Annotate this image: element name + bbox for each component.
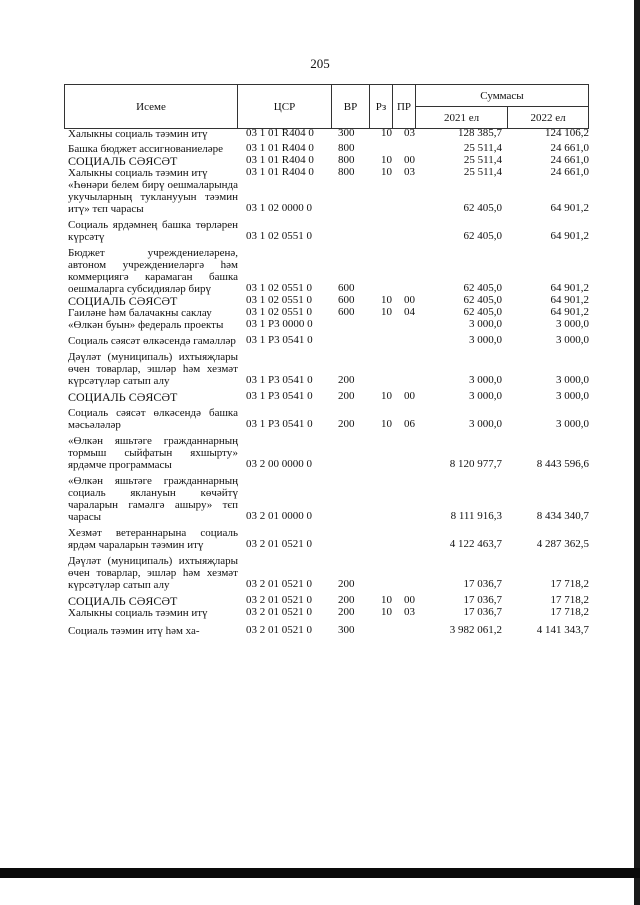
row-amount-2022: 3 000,0 <box>556 374 589 386</box>
row-name: Халыкны социаль тәэмин итү <box>68 128 208 140</box>
row-amount-2021: 3 000,0 <box>469 418 502 430</box>
header-rz: Рз <box>370 85 393 129</box>
scan-band <box>0 868 640 878</box>
table-row <box>0 307 640 319</box>
row-csr: 03 1 01 R404 0 <box>246 166 314 178</box>
header-csr: ЦСР <box>238 85 332 129</box>
row-amount-2021: 3 000,0 <box>469 318 502 330</box>
row-amount-2022: 8 443 596,6 <box>536 458 589 470</box>
row-csr: 03 1 P3 0541 0 <box>246 334 313 346</box>
row-csr: 03 1 02 0551 0 <box>246 294 312 306</box>
row-csr: 03 1 02 0000 0 <box>246 202 312 214</box>
row-csr: 03 2 01 0521 0 <box>246 624 312 636</box>
header-vr: ВР <box>332 85 370 129</box>
row-pr: 00 <box>404 390 415 402</box>
row-csr: 03 2 01 0521 0 <box>246 578 312 590</box>
row-name: Социаль ярдәмнең башка төрләрен күрсәтү <box>68 219 238 243</box>
row-csr: 03 1 P3 0541 0 <box>246 390 313 402</box>
header-year-2021: 2021 ел <box>416 107 508 129</box>
table-row <box>0 607 640 619</box>
row-name: Бюджет учреждениеләренә, автоном учреждениеләргә һәм коммерциягә карамаган башка оешмаларга субсидияләр бирү <box>68 247 238 295</box>
row-amount-2022: 17 718,2 <box>550 594 589 606</box>
row-csr: 03 1 P3 0541 0 <box>246 418 313 430</box>
row-amount-2021: 3 982 061,2 <box>449 624 502 636</box>
row-pr: 03 <box>404 166 415 178</box>
row-csr: 03 2 01 0521 0 <box>246 538 312 550</box>
row-amount-2022: 17 718,2 <box>550 578 589 590</box>
row-amount-2022: 4 287 362,5 <box>536 538 589 550</box>
row-rz: 10 <box>381 606 392 618</box>
row-amount-2021: 25 511,4 <box>463 154 502 166</box>
row-amount-2021: 62 405,0 <box>463 202 502 214</box>
row-name: СОЦИАЛЬ СӘЯСӘТ <box>68 294 178 308</box>
row-amount-2022: 8 434 340,7 <box>536 510 589 522</box>
table-row <box>0 475 640 523</box>
row-name: «Өлкән яшьтәге гражданнарның тормыш сыйфатын яхшырту» ярдәмче программасы <box>68 435 238 471</box>
row-vr: 600 <box>338 282 355 294</box>
row-amount-2021: 17 036,7 <box>463 606 502 618</box>
row-amount-2022: 24 661,0 <box>550 154 589 166</box>
row-name: Халыкны социаль тәэмин итү <box>68 167 208 179</box>
row-vr: 300 <box>338 127 355 139</box>
scan-edge <box>634 0 640 905</box>
row-csr: 03 1 P3 0000 0 <box>246 318 313 330</box>
row-amount-2021: 17 036,7 <box>463 594 502 606</box>
table-row <box>0 155 640 167</box>
row-pr: 00 <box>404 294 415 306</box>
row-amount-2022: 4 141 343,7 <box>536 624 589 636</box>
row-pr: 04 <box>404 306 415 318</box>
row-csr: 03 1 02 0551 0 <box>246 282 312 294</box>
row-pr: 03 <box>404 127 415 139</box>
row-amount-2022: 24 661,0 <box>550 166 589 178</box>
row-name: Социаль сәясәт өлкәсендә гамәлләр <box>68 335 236 347</box>
row-amount-2021: 3 000,0 <box>469 390 502 402</box>
row-vr: 200 <box>338 374 355 386</box>
row-name: СОЦИАЛЬ СӘЯСӘТ <box>68 390 178 404</box>
table-row <box>0 247 640 295</box>
row-rz: 10 <box>381 154 392 166</box>
row-amount-2021: 25 511,4 <box>463 166 502 178</box>
row-vr: 200 <box>338 594 355 606</box>
table-row <box>0 435 640 471</box>
row-vr: 600 <box>338 306 355 318</box>
row-name: Башка бюджет ассигнованиеләре <box>68 143 223 155</box>
table-body <box>0 128 640 637</box>
row-vr: 800 <box>338 142 355 154</box>
row-csr: 03 1 02 0551 0 <box>246 306 312 318</box>
row-csr: 03 1 01 R404 0 <box>246 127 314 139</box>
row-csr: 03 2 01 0521 0 <box>246 606 312 618</box>
row-name: Гаиләне һәм балачакны саклау <box>68 307 212 319</box>
row-name: Халыкны социаль тәэмин итү <box>68 607 208 619</box>
row-csr: 03 1 01 R404 0 <box>246 154 314 166</box>
row-amount-2021: 8 111 916,3 <box>450 510 502 522</box>
row-csr: 03 1 02 0551 0 <box>246 230 312 242</box>
row-amount-2021: 4 122 463,7 <box>449 538 502 550</box>
row-csr: 03 2 00 0000 0 <box>246 458 312 470</box>
row-csr: 03 2 01 0521 0 <box>246 594 312 606</box>
row-rz: 10 <box>381 166 392 178</box>
row-amount-2022: 64 901,2 <box>550 202 589 214</box>
row-vr: 200 <box>338 418 355 430</box>
row-rz: 10 <box>381 418 392 430</box>
header-year-2022: 2022 ел <box>508 107 589 129</box>
row-amount-2022: 64 901,2 <box>550 306 589 318</box>
row-vr: 200 <box>338 390 355 402</box>
row-csr: 03 1 01 R404 0 <box>246 142 314 154</box>
row-amount-2022: 3 000,0 <box>556 318 589 330</box>
row-amount-2021: 3 000,0 <box>469 334 502 346</box>
row-vr: 200 <box>338 606 355 618</box>
row-pr: 06 <box>404 418 415 430</box>
header-name: Исеме <box>65 85 238 129</box>
table-row <box>0 335 640 347</box>
row-name: Дәүләт (муниципаль) ихтыяҗлары өчен товарлар, эшләр һәм хезмәт күрсәтүләр сатып алу <box>68 351 238 387</box>
row-name: Социаль сәясәт өлкәсендә башка мәсьәләләр <box>68 407 238 431</box>
row-vr: 200 <box>338 578 355 590</box>
table-row <box>0 128 640 140</box>
table-header <box>64 84 589 129</box>
row-rz: 10 <box>381 594 392 606</box>
header-pr: ПР <box>393 85 416 129</box>
row-vr: 300 <box>338 624 355 636</box>
row-name: «Һөнәри белем бирү оешмаларында укучыларның тукланууын тәэмин итү» тєп чарасы <box>68 179 238 215</box>
row-amount-2022: 64 901,2 <box>550 282 589 294</box>
row-pr: 00 <box>404 594 415 606</box>
row-name: «Өлкән яшьтәге гражданнарның социаль яклануын көчәйтү чараларын гамәлгә ашыру» тєп чарасы <box>68 475 238 523</box>
row-amount-2022: 124 106,2 <box>545 127 589 139</box>
row-vr: 800 <box>338 154 355 166</box>
row-name: СОЦИАЛЬ СӘЯСӘТ <box>68 594 178 608</box>
row-rz: 10 <box>381 127 392 139</box>
row-amount-2022: 64 901,2 <box>550 294 589 306</box>
table-row <box>0 527 640 551</box>
row-rz: 10 <box>381 306 392 318</box>
row-pr: 03 <box>404 606 415 618</box>
row-name: СОЦИАЛЬ СӘЯСӘТ <box>68 154 178 168</box>
row-amount-2021: 62 405,0 <box>463 282 502 294</box>
table-row <box>0 555 640 591</box>
row-amount-2021: 62 405,0 <box>463 294 502 306</box>
header-sums: Суммасы <box>416 85 589 107</box>
row-amount-2022: 64 901,2 <box>550 230 589 242</box>
table-row <box>0 391 640 403</box>
row-amount-2022: 3 000,0 <box>556 418 589 430</box>
row-amount-2021: 62 405,0 <box>463 230 502 242</box>
table-row <box>0 295 640 307</box>
table-row <box>0 219 640 243</box>
row-csr: 03 2 01 0000 0 <box>246 510 312 522</box>
row-amount-2021: 8 120 977,7 <box>449 458 502 470</box>
row-amount-2021: 17 036,7 <box>463 578 502 590</box>
row-rz: 10 <box>381 294 392 306</box>
table-row <box>0 319 640 331</box>
row-amount-2022: 17 718,2 <box>550 606 589 618</box>
table-row <box>0 167 640 179</box>
row-amount-2021: 62 405,0 <box>463 306 502 318</box>
table-row <box>0 625 640 637</box>
row-amount-2021: 3 000,0 <box>469 374 502 386</box>
page-number: 205 <box>310 56 330 71</box>
table-row <box>0 595 640 607</box>
row-vr: 800 <box>338 166 355 178</box>
row-amount-2021: 128 385,7 <box>458 127 502 139</box>
row-name: «Өлкән буын» федераль проекты <box>68 319 224 331</box>
row-rz: 10 <box>381 390 392 402</box>
row-name: Дәүләт (муниципаль) ихтыяҗлары өчен товарлар, эшләр һәм хезмәт күрсәтүләр сатып алу <box>68 555 238 591</box>
table-row <box>0 351 640 387</box>
table-row <box>0 179 640 215</box>
row-amount-2021: 25 511,4 <box>463 142 502 154</box>
row-name: Социаль тәэмин итү һәм ха- <box>68 625 200 637</box>
row-amount-2022: 3 000,0 <box>556 390 589 402</box>
row-name: Хезмәт ветераннарына социаль ярдәм чараларын тәэмин итү <box>68 527 238 551</box>
row-pr: 00 <box>404 154 415 166</box>
row-amount-2022: 24 661,0 <box>550 142 589 154</box>
row-csr: 03 1 P3 0541 0 <box>246 374 313 386</box>
row-vr: 600 <box>338 294 355 306</box>
row-amount-2022: 3 000,0 <box>556 334 589 346</box>
table-row <box>0 407 640 431</box>
